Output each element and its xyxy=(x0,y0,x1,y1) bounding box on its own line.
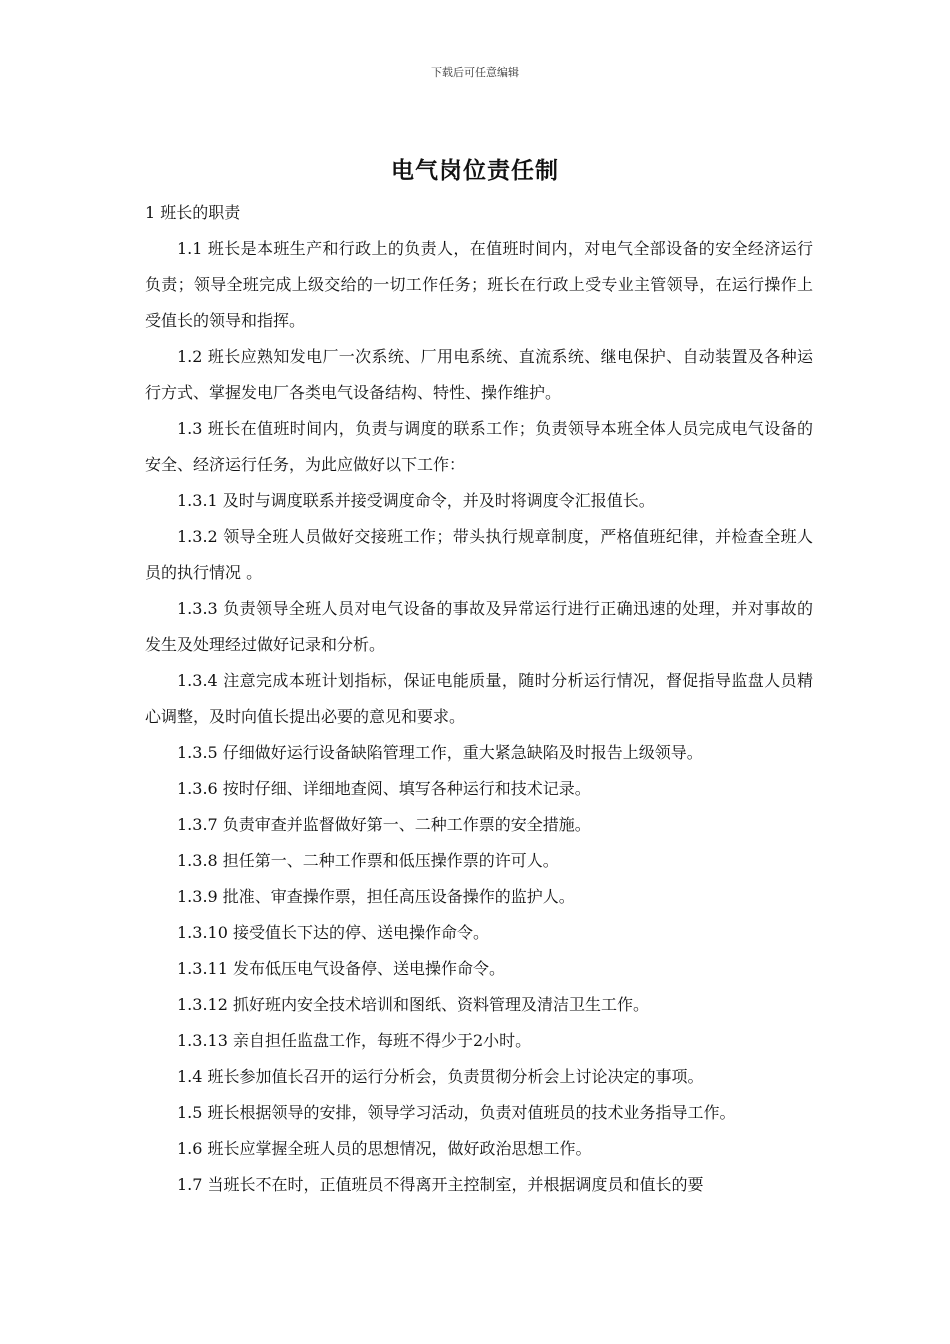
paragraph-1-3-11: 1.3.11 发布低压电气设备停、送电操作命令。 xyxy=(177,959,505,978)
paragraph-1-3-5: 1.3.5 仔细做好运行设备缺陷管理工作，重大紧急缺陷及时报告上级领导。 xyxy=(177,743,703,762)
paragraph-1-2: 1.2 班长应熟知发电厂一次系统、厂用电系统、直流系统、继电保护、自动装置及各种运行方式、掌握发电厂各类电气设备结构、特性、操作维护。 xyxy=(145,347,813,402)
document-title: 电气岗位责任制 xyxy=(391,157,559,184)
paragraph-1-3-8: 1.3.8 担任第一、二种工作票和低压操作票的许可人。 xyxy=(177,851,559,870)
paragraph-1-6: 1.6 班长应掌握全班人员的思想情况，做好政治思想工作。 xyxy=(177,1139,592,1158)
paragraph-1-3-2: 1.3.2 领导全班人员做好交接班工作；带头执行规章制度，严格值班纪律，并检查全班人员的执行情况 。 xyxy=(145,527,813,582)
paragraph-1-3-12: 1.3.12 抓好班内安全技术培训和图纸、资料管理及清洁卫生工作。 xyxy=(177,995,649,1014)
paragraph-1-3-10: 1.3.10 接受值长下达的停、送电操作命令。 xyxy=(177,923,489,942)
header-note: 下载后可任意编辑 xyxy=(431,66,519,79)
paragraph-1-5: 1.5 班长根据领导的安排，领导学习活动，负责对值班员的技术业务指导工作。 xyxy=(177,1103,736,1122)
paragraph-1-3-6: 1.3.6 按时仔细、详细地查阅、填写各种运行和技术记录。 xyxy=(177,779,591,798)
paragraph-1-3-9: 1.3.9 批准、审查操作票，担任高压设备操作的监护人。 xyxy=(177,887,575,906)
paragraph-1-3-4: 1.3.4 注意完成本班计划指标，保证电能质量，随时分析运行情况，督促指导监盘人员精心调整，及时向值长提出必要的意见和要求。 xyxy=(145,671,813,726)
paragraph-1-4: 1.4 班长参加值长召开的运行分析会，负责贯彻分析会上讨论决定的事项。 xyxy=(177,1067,704,1086)
paragraph-1-3-13: 1.3.13 亲自担任监盘工作，每班不得少于2小时。 xyxy=(177,1031,532,1050)
paragraph-1-3: 1.3 班长在值班时间内，负责与调度的联系工作；负责领导本班全体人员完成电气设备的安全、经济运行任务，为此应做好以下工作： xyxy=(145,419,813,474)
paragraph-1-3-3: 1.3.3 负责领导全班人员对电气设备的事故及异常运行进行正确迅速的处理，并对事故的发生及处理经过做好记录和分析。 xyxy=(145,599,813,654)
paragraph-1-1: 1.1 班长是本班生产和行政上的负责人，在值班时间内，对电气全部设备的安全经济运行负责；领导全班完成上级交给的一切工作任务；班长在行政上受专业主管领导，在运行操作上受值长的领导和指挥。 xyxy=(145,239,813,330)
document-body xyxy=(145,195,813,1203)
paragraph-1-3-7: 1.3.7 负责审查并监督做好第一、二种工作票的安全措施。 xyxy=(177,815,591,834)
paragraph-1-7: 1.7 当班长不在时，正值班员不得离开主控制室，并根据调度员和值长的要 xyxy=(177,1175,704,1194)
paragraph-1-3-1: 1.3.1 及时与调度联系并接受调度命令，并及时将调度令汇报值长。 xyxy=(177,491,655,510)
section-heading: 1 班长的职责 xyxy=(145,203,241,222)
